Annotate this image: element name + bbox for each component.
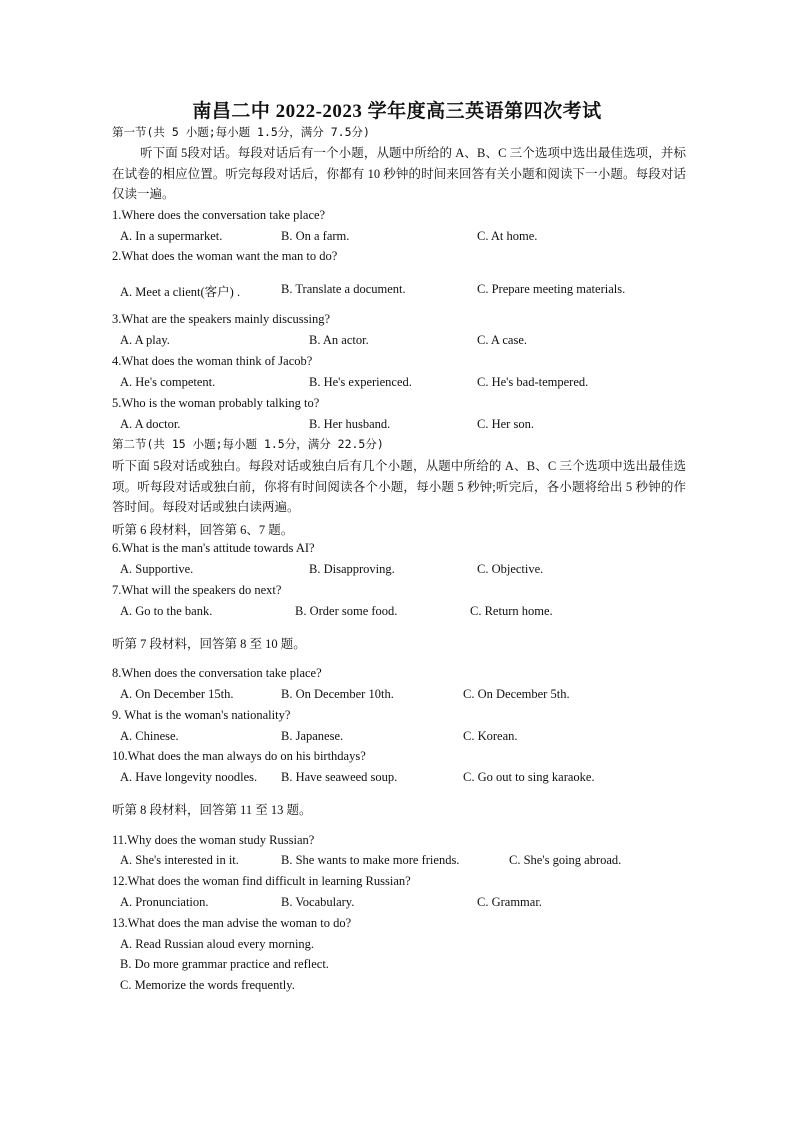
q12-option-a: A. Pronunciation.: [120, 895, 209, 909]
q13-option-c: C. Memorize the words frequently.: [120, 978, 295, 992]
q8-option-a: A. On December 15th.: [120, 687, 234, 701]
q6-option-c: C. Objective.: [477, 562, 544, 576]
q9-text: 9. What is the woman's nationality?: [112, 708, 291, 722]
section1-heading: 第一节(共 5 小题;每小题 1.5分，满分 7.5分): [112, 125, 370, 139]
q2-option-b: B. Translate a document.: [281, 282, 406, 296]
q1-text: 1.Where does the conversation take place?: [112, 208, 326, 222]
q13-option-b: B. Do more grammar practice and reflect.: [120, 957, 329, 971]
q8-text: 8.When does the conversation take place?: [112, 666, 322, 680]
q5-option-b: B. Her husband.: [309, 417, 391, 431]
q11-option-c: C. She's going abroad.: [509, 853, 622, 867]
page-title: 南昌二中 2022-2023 学年度高三英语第四次考试: [192, 101, 602, 122]
q13-text: 13.What does the man advise the woman to do?: [112, 916, 352, 930]
q10-text: 10.What does the man always do on his birthdays?: [112, 749, 366, 763]
q11-text: 11.Why does the woman study Russian?: [112, 833, 315, 847]
q3-option-c: C. A case.: [477, 333, 527, 347]
q9-option-a: A. Chinese.: [120, 729, 179, 743]
q5-option-c: C. Her son.: [477, 417, 534, 431]
q4-option-b: B. He's experienced.: [309, 375, 412, 389]
q10-option-b: B. Have seaweed soup.: [281, 770, 398, 784]
q2-text: 2.What does the woman want the man to do?: [112, 249, 338, 263]
q8-option-c: C. On December 5th.: [463, 687, 570, 701]
q7-option-c: C. Return home.: [470, 604, 553, 618]
q12-text: 12.What does the woman find difficult in learning Russian?: [112, 874, 411, 888]
q10-option-a: A. Have longevity noodles.: [120, 770, 258, 784]
q4-option-c: C. He's bad-tempered.: [477, 375, 589, 389]
q9-option-c: C. Korean.: [463, 729, 518, 743]
q6-option-a: A. Supportive.: [120, 562, 194, 576]
q11-option-a: A. She's interested in it.: [120, 853, 239, 867]
q5-option-a: A. A doctor.: [120, 417, 181, 431]
q2-option-a: A. Meet a client(客户) .: [120, 285, 241, 299]
q7-text: 7.What will the speakers do next?: [112, 583, 282, 597]
material8-instruction: 听第 8 段材料，回答第 11 至 13 题。: [112, 803, 312, 817]
q1-option-c: C. At home.: [477, 229, 538, 243]
material6-instruction: 听第 6 段材料，回答第 6、7 题。: [112, 523, 294, 537]
q3-option-a: A. A play.: [120, 333, 170, 347]
section1-instructions: 听下面 5段对话。每段对话后有一个小题，从题中所给的 A、B、C 三个选项中选出最佳选项，并标在试卷的相应位置。听完每段对话后，你都有 10 秒钟的时间来回答有关小题和阅读下一小题。每段对话仅读一遍。: [112, 146, 686, 201]
q12-option-c: C. Grammar.: [477, 895, 542, 909]
q5-text: 5.Who is the woman probably talking to?: [112, 396, 320, 410]
q1-option-a: A. In a supermarket.: [120, 229, 223, 243]
q7-option-a: A. Go to the bank.: [120, 604, 213, 618]
q10-option-c: C. Go out to sing karaoke.: [463, 770, 595, 784]
q12-option-b: B. Vocabulary.: [281, 895, 355, 909]
q13-option-a: A. Read Russian aloud every morning.: [120, 937, 315, 951]
q3-text: 3.What are the speakers mainly discussing?: [112, 312, 330, 326]
q1-option-b: B. On a farm.: [281, 229, 350, 243]
q4-text: 4.What does the woman think of Jacob?: [112, 354, 313, 368]
section2-instructions: 听下面 5段对话或独白。每段对话或独白后有几个小题，从题中所给的 A、B、C 三个选项中选出最佳选项。听每段对话或独白前，你将有时间阅读各个小题，每小题 5 秒钟;听完后，各小题将给出 5 秒钟的作答时间。每段对话或独白读两遍。: [112, 459, 686, 514]
q6-option-b: B. Disapproving.: [309, 562, 395, 576]
q8-option-b: B. On December 10th.: [281, 687, 394, 701]
q4-option-a: A. He's competent.: [120, 375, 216, 389]
q2-option-c: C. Prepare meeting materials.: [477, 282, 626, 296]
section2-heading: 第二节(共 15 小题;每小题 1.5分，满分 22.5分): [112, 437, 384, 451]
q9-option-b: B. Japanese.: [281, 729, 344, 743]
q3-option-b: B. An actor.: [309, 333, 369, 347]
q7-option-b: B. Order some food.: [295, 604, 398, 618]
material7-instruction: 听第 7 段材料，回答第 8 至 10 题。: [112, 637, 306, 651]
q6-text: 6.What is the man's attitude towards AI?: [112, 541, 315, 555]
q11-option-b: B. She wants to make more friends.: [281, 853, 460, 867]
